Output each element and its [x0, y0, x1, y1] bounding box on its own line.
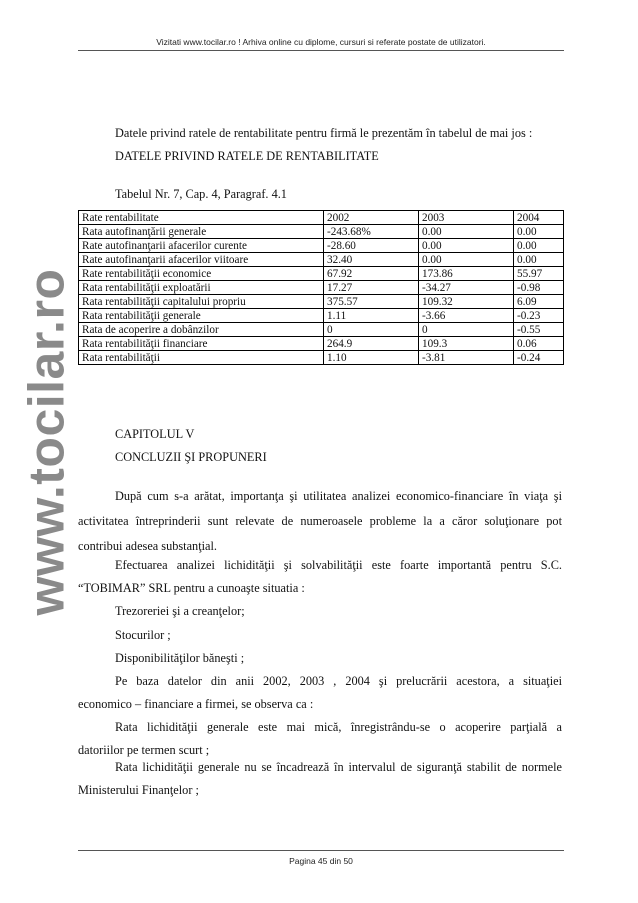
watermark [17, 187, 75, 697]
table-cell: 0.00 [419, 253, 514, 267]
table-cell: -34.27 [419, 281, 514, 295]
table-cell: 2002 [324, 211, 419, 225]
list-item: Disponibilităţilor băneşti ; [115, 651, 245, 665]
paragraph-line: Rata lichidităţii generale nu se încadrează în intervalul de siguranţă stabilit de normele [115, 760, 562, 774]
table-cell: 1.11 [324, 309, 419, 323]
table-cell: Rate autofinanţarii afacerilor viitoare [79, 253, 324, 267]
table-row [79, 225, 564, 239]
list-item: Trezoreriei şi a creanţelor; [115, 604, 245, 618]
paragraph-line: “TOBIMAR” SRL pentru a cunoaşte situatia : [78, 581, 305, 595]
table-cell: Rata rentabilităţii capitalului propriu [79, 295, 324, 309]
table-cell: 0.00 [514, 225, 564, 239]
table-cell: 2004 [514, 211, 564, 225]
table-cell: 375.57 [324, 295, 419, 309]
table-cell: Rata rentabilităţii [79, 351, 324, 365]
table-cell: 67.92 [324, 267, 419, 281]
paragraph-line: economico – financiare a firmei, se observa ca : [78, 697, 314, 711]
header-divider [78, 50, 564, 51]
table-row [79, 239, 564, 253]
paragraph-line: datoriilor pe termen scurt ; [78, 743, 210, 757]
table-cell: -0.98 [514, 281, 564, 295]
table-cell: -0.55 [514, 323, 564, 337]
paragraph-line: Efectuarea analizei lichidităţii şi solvabilităţii este foarte importantă pentru S.C. [115, 558, 562, 572]
table-row [79, 295, 564, 309]
table-cell: 0 [419, 323, 514, 337]
table-cell: 0.00 [419, 225, 514, 239]
footer-divider [78, 850, 564, 851]
table-cell: 6.09 [514, 295, 564, 309]
table-row [79, 323, 564, 337]
table-cell: 32.40 [324, 253, 419, 267]
table-row [79, 309, 564, 323]
chapter-title: CAPITOLUL V [115, 427, 195, 441]
table-cell: Rate rentabilitate [79, 211, 324, 225]
table-cell: 0.00 [514, 253, 564, 267]
table-caption: Tabelul Nr. 7, Cap. 4, Paragraf. 4.1 [115, 187, 287, 201]
table-row [79, 337, 564, 351]
paragraph-line: După cum s-a arătat, importanţa şi utilitatea analizei economico-financiare în viaţa şi [115, 489, 562, 503]
table-cell: 1.10 [324, 351, 419, 365]
table-cell: Rate autofinanţarii afacerilor curente [79, 239, 324, 253]
table-row [79, 267, 564, 281]
table-cell: 0.00 [514, 239, 564, 253]
page-header: Vizitati www.tocilar.ro ! Arhiva online cu diplome, cursuri si referate postate de utilizatori. [156, 37, 486, 47]
table-cell: 109.3 [419, 337, 514, 351]
table-cell: 0 [324, 323, 419, 337]
rates-table [78, 210, 564, 365]
table-cell: 109.32 [419, 295, 514, 309]
table-cell: 173.86 [419, 267, 514, 281]
table-cell: -243.68% [324, 225, 419, 239]
section-heading: DATELE PRIVIND RATELE DE RENTABILITATE [115, 149, 379, 163]
paragraph-line: Ministerului Finanţelor ; [78, 783, 199, 797]
table-cell: 2003 [419, 211, 514, 225]
list-item: Stocurilor ; [115, 628, 171, 642]
table-cell: -0.23 [514, 309, 564, 323]
table-cell: Rata rentabilităţii financiare [79, 337, 324, 351]
table-cell: 0.00 [419, 239, 514, 253]
table-row [79, 253, 564, 267]
table-cell: -3.81 [419, 351, 514, 365]
paragraph-line: activitatea întreprinderii sunt relevate de numeroasele probleme la a căror soluţionare pot [78, 514, 562, 528]
table-cell: 55.97 [514, 267, 564, 281]
page-number: Pagina 45 din 50 [289, 856, 353, 866]
table-cell: Rata autofinanţării generale [79, 225, 324, 239]
table-cell: Rata de acoperire a dobânzilor [79, 323, 324, 337]
paragraph-line: Pe baza datelor din anii 2002, 2003 , 2004 şi prelucrării acestora, a situaţiei [115, 674, 562, 688]
table-cell: -0.24 [514, 351, 564, 365]
table-cell: 264.9 [324, 337, 419, 351]
table-cell: 0.06 [514, 337, 564, 351]
table-cell: Rate rentabilităţii economice [79, 267, 324, 281]
table-row [79, 351, 564, 365]
table-cell: 17.27 [324, 281, 419, 295]
watermark-text: www.tocilar.ro [18, 268, 74, 616]
table-cell: -3.66 [419, 309, 514, 323]
paragraph-line: contribui adesea substanţial. [78, 539, 217, 553]
chapter-subtitle: CONCLUZII ŞI PROPUNERI [115, 450, 267, 464]
intro-text: Datele privind ratele de rentabilitate pentru firmă le prezentăm în tabelul de mai jos : [115, 126, 533, 140]
table-row [79, 281, 564, 295]
table-header-row [79, 211, 564, 225]
paragraph-line: Rata lichidităţii generale este mai mică, înregistrându-se o acoperire parţială a [115, 720, 562, 734]
table-cell: Rata rentabilităţii generale [79, 309, 324, 323]
table-cell: -28.60 [324, 239, 419, 253]
table-cell: Rata rentabilităţii exploatării [79, 281, 324, 295]
